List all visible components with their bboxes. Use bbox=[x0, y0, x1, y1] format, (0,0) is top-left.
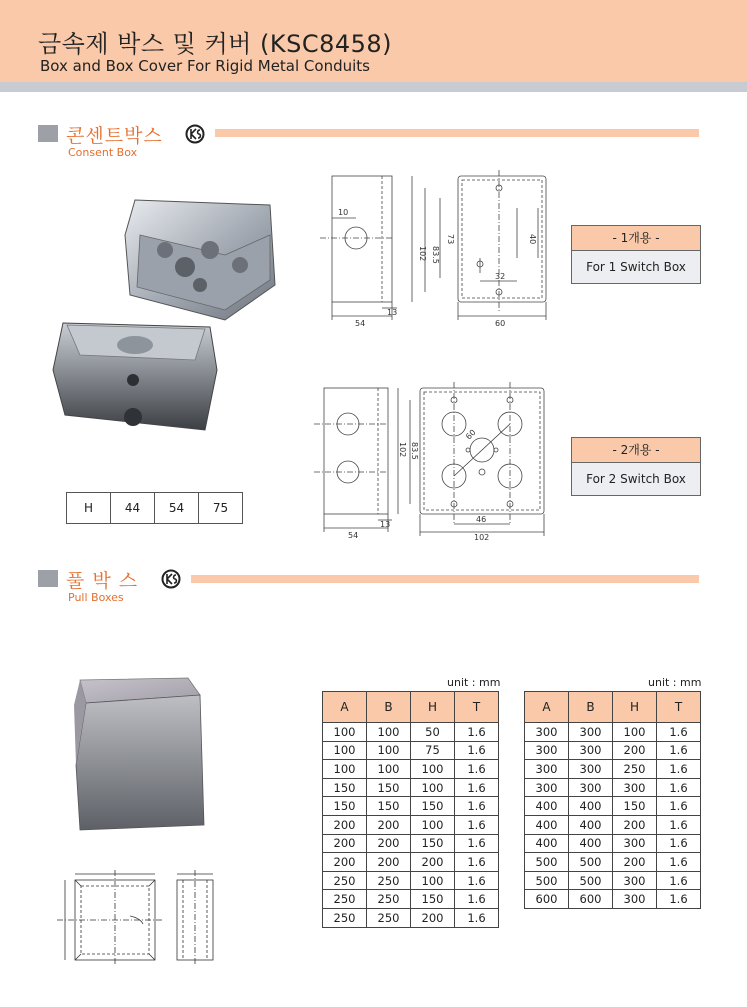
table-cell: 300 bbox=[613, 834, 657, 853]
double-box-drawing bbox=[312, 380, 552, 540]
table-cell: 300 bbox=[525, 760, 569, 779]
dim-label: 102 bbox=[398, 442, 407, 458]
height-cell: 54 bbox=[155, 493, 199, 524]
table-row bbox=[323, 834, 499, 853]
column-header: B bbox=[569, 692, 613, 723]
table-cell: 500 bbox=[569, 871, 613, 890]
table-cell: 150 bbox=[367, 797, 411, 816]
pull-title: 풀 박 스 bbox=[66, 570, 139, 592]
table-cell: 1.6 bbox=[657, 778, 701, 797]
table-row bbox=[323, 741, 499, 760]
header-divider bbox=[0, 82, 747, 92]
table-row bbox=[323, 778, 499, 797]
table-cell: 150 bbox=[323, 778, 367, 797]
table-cell: 200 bbox=[323, 834, 367, 853]
table-cell: 250 bbox=[367, 908, 411, 927]
table-cell: 1.6 bbox=[657, 834, 701, 853]
table-cell: 1.6 bbox=[657, 741, 701, 760]
dim-label: 54 bbox=[348, 531, 359, 540]
pull-box-table-1 bbox=[322, 691, 499, 928]
table-cell: 100 bbox=[367, 760, 411, 779]
table-cell: 150 bbox=[613, 797, 657, 816]
table-cell: 150 bbox=[411, 890, 455, 909]
table-cell: 100 bbox=[411, 871, 455, 890]
column-header: B bbox=[367, 692, 411, 723]
consent-box-photo bbox=[45, 195, 280, 433]
table-cell: 1.6 bbox=[455, 834, 499, 853]
table-cell: 100 bbox=[367, 741, 411, 760]
table-cell: 1.6 bbox=[657, 853, 701, 872]
dim-label: 60 bbox=[495, 319, 506, 328]
table-cell: 400 bbox=[525, 797, 569, 816]
table-cell: 1.6 bbox=[455, 908, 499, 927]
table-row bbox=[323, 723, 499, 742]
table-cell: 300 bbox=[569, 778, 613, 797]
table-cell: 100 bbox=[613, 723, 657, 742]
table-cell: 250 bbox=[323, 871, 367, 890]
table-cell: 100 bbox=[411, 815, 455, 834]
double-switch-label bbox=[571, 437, 701, 496]
table-cell: 150 bbox=[323, 797, 367, 816]
table-cell: 1.6 bbox=[657, 815, 701, 834]
table-cell: 100 bbox=[411, 760, 455, 779]
table-cell: 600 bbox=[569, 890, 613, 909]
table-cell: 300 bbox=[613, 871, 657, 890]
table-cell: 300 bbox=[613, 890, 657, 909]
pull-box-drawing bbox=[55, 866, 230, 966]
table-cell: 200 bbox=[411, 908, 455, 927]
height-cell: 44 bbox=[111, 493, 155, 524]
table-cell: 150 bbox=[411, 834, 455, 853]
table-cell: 100 bbox=[323, 741, 367, 760]
section-marker bbox=[38, 125, 58, 142]
single-box-drawing bbox=[312, 168, 552, 328]
table-row bbox=[525, 760, 701, 779]
pull-subtitle: Pull Boxes bbox=[68, 591, 124, 604]
table-row bbox=[323, 797, 499, 816]
table-cell: 500 bbox=[525, 871, 569, 890]
table-cell: 300 bbox=[569, 760, 613, 779]
table-cell: 300 bbox=[569, 723, 613, 742]
dim-label: 40 bbox=[528, 234, 537, 245]
dim-label: 32 bbox=[495, 272, 506, 281]
height-cell: H bbox=[67, 493, 111, 524]
table-row bbox=[525, 853, 701, 872]
ks-certification-icon bbox=[185, 124, 205, 144]
table-cell: 200 bbox=[323, 853, 367, 872]
table-row bbox=[525, 834, 701, 853]
table-cell: 1.6 bbox=[657, 760, 701, 779]
table-cell: 1.6 bbox=[455, 797, 499, 816]
table-row bbox=[323, 815, 499, 834]
table-cell: 200 bbox=[367, 853, 411, 872]
table-cell: 300 bbox=[569, 741, 613, 760]
label-title: - 1개용 - bbox=[572, 226, 700, 251]
section-bar bbox=[215, 129, 699, 137]
dim-label: 83.5 bbox=[410, 442, 419, 460]
table-cell: 1.6 bbox=[455, 723, 499, 742]
table-cell: 600 bbox=[525, 890, 569, 909]
table-cell: 200 bbox=[411, 853, 455, 872]
table-row bbox=[525, 871, 701, 890]
label-description: For 1 Switch Box bbox=[572, 251, 700, 283]
table-cell: 200 bbox=[613, 815, 657, 834]
table-cell: 200 bbox=[367, 834, 411, 853]
dim-label: 60 bbox=[464, 427, 478, 442]
table-cell: 1.6 bbox=[455, 890, 499, 909]
table-cell: 500 bbox=[569, 853, 613, 872]
table-row bbox=[323, 908, 499, 927]
table-row bbox=[525, 890, 701, 909]
table-row bbox=[323, 871, 499, 890]
table-cell: 300 bbox=[525, 778, 569, 797]
page-subtitle: Box and Box Cover For Rigid Metal Conduits bbox=[40, 57, 370, 75]
dim-label: 13 bbox=[387, 308, 398, 317]
table-cell: 1.6 bbox=[455, 741, 499, 760]
table-cell: 250 bbox=[367, 871, 411, 890]
dim-label: 102 bbox=[418, 246, 427, 262]
table-cell: 100 bbox=[367, 723, 411, 742]
table-row bbox=[525, 778, 701, 797]
dim-label: 83.5 bbox=[431, 246, 440, 264]
table-cell: 400 bbox=[569, 797, 613, 816]
section-marker bbox=[38, 570, 58, 587]
table-cell: 200 bbox=[613, 741, 657, 760]
height-table bbox=[66, 492, 243, 524]
height-cell: 75 bbox=[199, 493, 243, 524]
pull-box-table-2 bbox=[524, 691, 701, 909]
consent-subtitle: Consent Box bbox=[68, 146, 138, 159]
table-cell: 500 bbox=[525, 853, 569, 872]
table-row bbox=[323, 853, 499, 872]
table-row bbox=[525, 741, 701, 760]
table-cell: 200 bbox=[367, 815, 411, 834]
table-cell: 50 bbox=[411, 723, 455, 742]
table-cell: 1.6 bbox=[455, 815, 499, 834]
page-title: 금속제 박스 및 커버 (KSC8458) bbox=[38, 30, 393, 58]
column-header: A bbox=[323, 692, 367, 723]
section-bar bbox=[191, 575, 699, 583]
table-cell: 1.6 bbox=[657, 871, 701, 890]
dim-label: 54 bbox=[355, 319, 366, 328]
table-cell: 1.6 bbox=[455, 778, 499, 797]
table-row bbox=[525, 797, 701, 816]
table-cell: 200 bbox=[613, 853, 657, 872]
table-cell: 1.6 bbox=[455, 760, 499, 779]
table-cell: 1.6 bbox=[455, 853, 499, 872]
table-cell: 150 bbox=[411, 797, 455, 816]
column-header: A bbox=[525, 692, 569, 723]
column-header: H bbox=[613, 692, 657, 723]
pull-box-photo bbox=[70, 675, 220, 833]
table-cell: 1.6 bbox=[657, 797, 701, 816]
table-cell: 400 bbox=[525, 815, 569, 834]
unit-label: unit : mm bbox=[447, 676, 501, 689]
consent-title: 콘센트박스 bbox=[66, 125, 163, 147]
column-header: T bbox=[455, 692, 499, 723]
single-switch-label bbox=[571, 225, 701, 284]
table-cell: 1.6 bbox=[657, 723, 701, 742]
table-cell: 150 bbox=[367, 778, 411, 797]
table-cell: 300 bbox=[613, 778, 657, 797]
table-row bbox=[525, 815, 701, 834]
table-row bbox=[323, 760, 499, 779]
table-cell: 250 bbox=[323, 908, 367, 927]
table-cell: 400 bbox=[569, 834, 613, 853]
dim-label: 102 bbox=[474, 533, 490, 540]
table-cell: 100 bbox=[323, 760, 367, 779]
table-cell: 300 bbox=[525, 741, 569, 760]
table-cell: 100 bbox=[323, 723, 367, 742]
table-cell: 1.6 bbox=[455, 871, 499, 890]
unit-label: unit : mm bbox=[648, 676, 702, 689]
ks-certification-icon bbox=[161, 569, 181, 589]
dim-label: 13 bbox=[380, 520, 391, 529]
table-cell: 300 bbox=[525, 723, 569, 742]
table-cell: 100 bbox=[411, 778, 455, 797]
table-cell: 400 bbox=[569, 815, 613, 834]
table-cell: 75 bbox=[411, 741, 455, 760]
table-cell: 250 bbox=[613, 760, 657, 779]
table-cell: 250 bbox=[323, 890, 367, 909]
table-row bbox=[525, 723, 701, 742]
table-row bbox=[323, 890, 499, 909]
column-header: T bbox=[657, 692, 701, 723]
table-cell: 1.6 bbox=[657, 890, 701, 909]
table-cell: 200 bbox=[323, 815, 367, 834]
dim-label: 46 bbox=[476, 515, 487, 524]
table-cell: 250 bbox=[367, 890, 411, 909]
label-description: For 2 Switch Box bbox=[572, 463, 700, 495]
dim-label: 10 bbox=[338, 208, 349, 217]
column-header: H bbox=[411, 692, 455, 723]
dim-label: 73 bbox=[446, 234, 455, 245]
label-title: - 2개용 - bbox=[572, 438, 700, 463]
table-cell: 400 bbox=[525, 834, 569, 853]
